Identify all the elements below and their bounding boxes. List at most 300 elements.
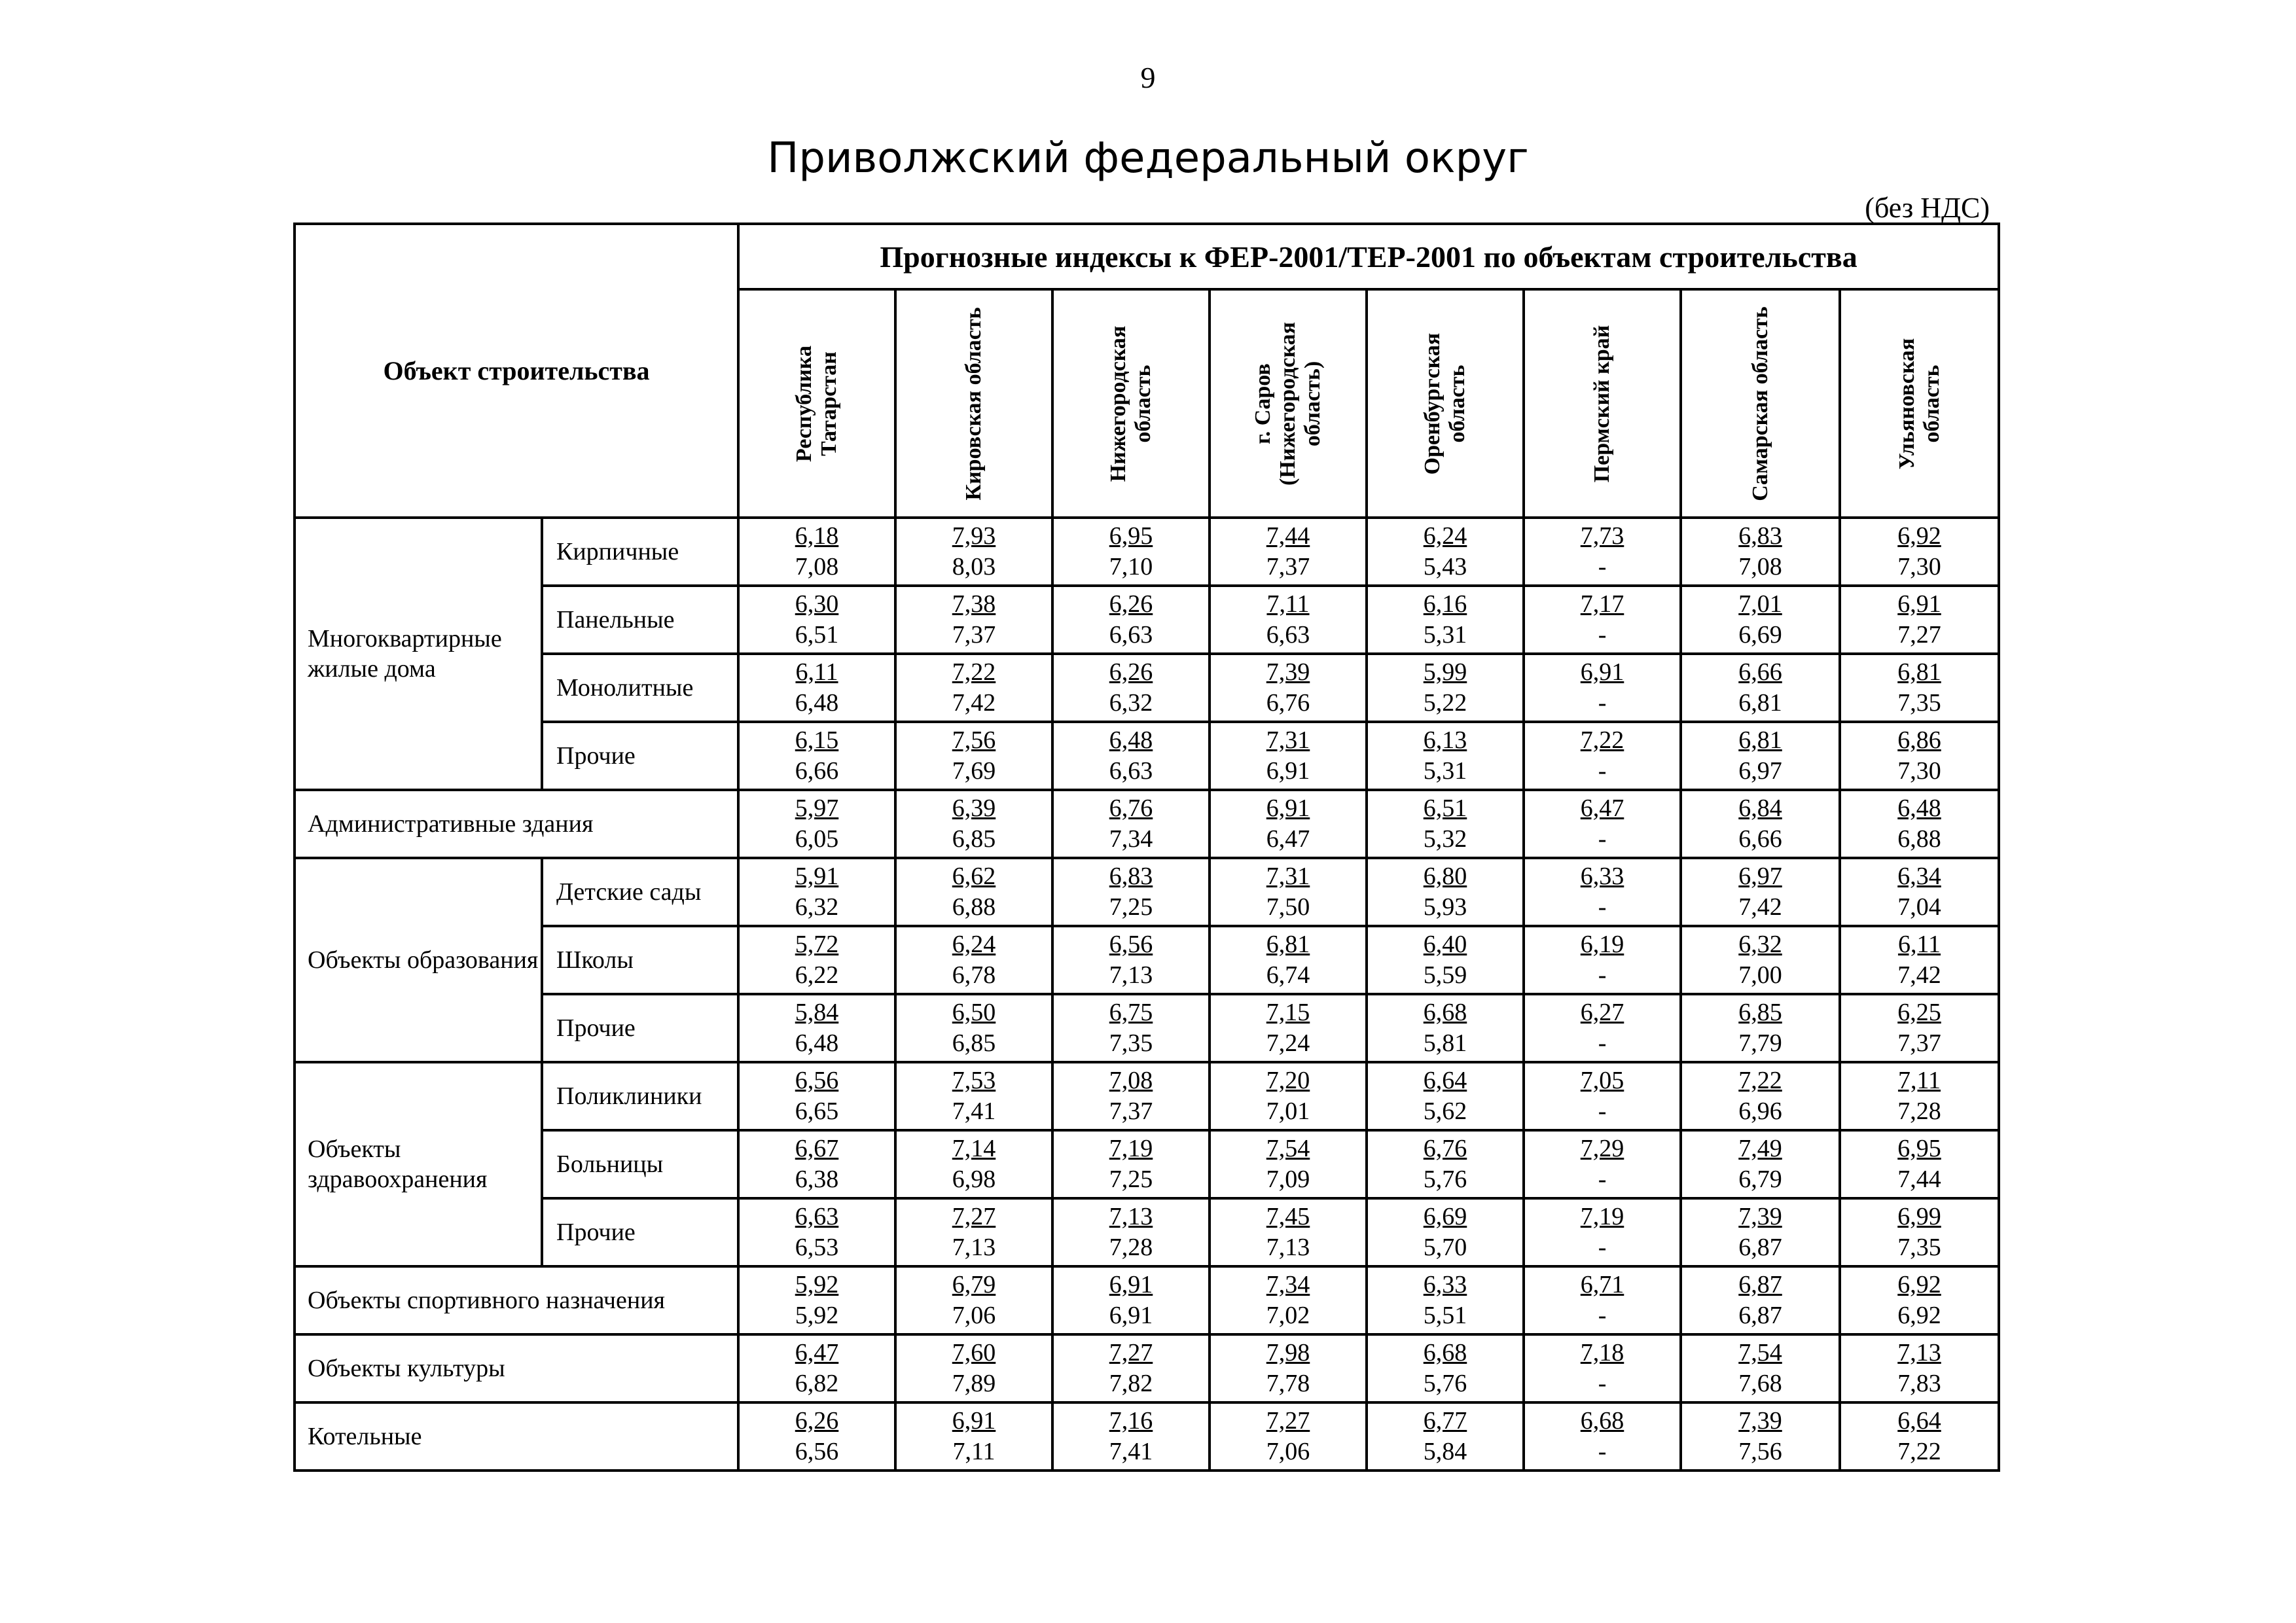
index-cell bbox=[895, 654, 1052, 722]
subcategory-label: Кирпичные bbox=[542, 518, 738, 586]
index-value-ter: 7,00 bbox=[1738, 961, 1782, 989]
index-value-fer: 6,76 bbox=[1423, 1134, 1467, 1162]
index-value-fer: 7,11 bbox=[1266, 590, 1310, 618]
index-cell bbox=[895, 790, 1052, 858]
index-cell bbox=[1524, 1334, 1681, 1402]
index-cell bbox=[1210, 586, 1367, 654]
index-value-fer: 6,92 bbox=[1897, 1270, 1941, 1298]
index-value-fer: 6,80 bbox=[1423, 862, 1467, 890]
index-cell bbox=[895, 518, 1052, 586]
index-value-ter: - bbox=[1598, 893, 1607, 921]
subcategory-label: Больницы bbox=[542, 1130, 738, 1198]
index-value-ter: 7,35 bbox=[1109, 1029, 1153, 1057]
index-value-fer: 6,56 bbox=[795, 1066, 839, 1094]
index-cell bbox=[1367, 994, 1524, 1062]
index-cell bbox=[895, 586, 1052, 654]
index-value-fer: 6,27 bbox=[1580, 998, 1624, 1026]
index-value-ter: 6,88 bbox=[952, 893, 996, 921]
table-row bbox=[295, 586, 1999, 654]
index-cell bbox=[1367, 858, 1524, 926]
index-value-ter: 7,50 bbox=[1266, 893, 1310, 921]
index-cell bbox=[1052, 1198, 1210, 1266]
index-cell bbox=[895, 994, 1052, 1062]
index-value-fer: 7,29 bbox=[1580, 1134, 1624, 1162]
index-value-ter: 6,92 bbox=[1897, 1302, 1941, 1329]
index-value-ter: 7,25 bbox=[1109, 1166, 1153, 1193]
index-cell bbox=[1681, 1062, 1840, 1130]
index-cell bbox=[1840, 1334, 1999, 1402]
index-cell bbox=[738, 858, 895, 926]
index-cell bbox=[1210, 1130, 1367, 1198]
index-cell bbox=[1524, 858, 1681, 926]
index-value-ter: 7,37 bbox=[1109, 1097, 1153, 1125]
table-row bbox=[295, 654, 1999, 722]
index-value-fer: 6,24 bbox=[1423, 522, 1467, 550]
table-row bbox=[295, 994, 1999, 1062]
index-value-ter: 6,81 bbox=[1738, 689, 1782, 717]
region-label: Кировская область bbox=[961, 306, 986, 501]
index-value-fer: 7,13 bbox=[1897, 1338, 1941, 1366]
index-value-ter: 7,08 bbox=[795, 553, 839, 580]
index-value-fer: 6,81 bbox=[1738, 726, 1782, 754]
index-cell bbox=[1524, 1130, 1681, 1198]
index-value-fer: 7,54 bbox=[1266, 1134, 1310, 1162]
category-label: Административные здания bbox=[295, 790, 738, 858]
index-value-fer: 6,95 bbox=[1109, 522, 1153, 550]
index-cell bbox=[1052, 790, 1210, 858]
index-value-fer: 6,13 bbox=[1423, 726, 1467, 754]
index-cell bbox=[1052, 1334, 1210, 1402]
index-value-fer: 6,97 bbox=[1738, 862, 1782, 890]
index-cell bbox=[1681, 1402, 1840, 1471]
category-label: Объекты здравоохранения bbox=[295, 1062, 542, 1266]
index-value-fer: 7,17 bbox=[1580, 590, 1624, 618]
subcategory-label: Поликлиники bbox=[542, 1062, 738, 1130]
index-value-ter: 6,88 bbox=[1897, 825, 1941, 853]
index-value-fer: 6,91 bbox=[1266, 794, 1310, 822]
index-cell bbox=[1840, 994, 1999, 1062]
index-value-ter: 7,06 bbox=[1266, 1438, 1310, 1465]
index-value-ter: 7,13 bbox=[1109, 961, 1153, 989]
index-cell bbox=[1681, 858, 1840, 926]
index-value-fer: 7,34 bbox=[1266, 1270, 1310, 1298]
index-value-ter: 7,11 bbox=[952, 1438, 996, 1465]
index-value-ter: - bbox=[1598, 1166, 1607, 1193]
index-value-ter: 7,37 bbox=[1266, 553, 1310, 580]
index-value-ter: 7,42 bbox=[952, 689, 996, 717]
index-value-fer: 6,71 bbox=[1580, 1270, 1624, 1298]
index-value-fer: 7,56 bbox=[952, 726, 996, 754]
index-cell bbox=[1367, 1198, 1524, 1266]
index-value-fer: 7,27 bbox=[1266, 1406, 1310, 1435]
index-cell bbox=[1052, 1130, 1210, 1198]
index-value-ter: 6,97 bbox=[1738, 757, 1782, 785]
index-cell bbox=[895, 722, 1052, 790]
index-value-ter: - bbox=[1598, 961, 1607, 989]
index-value-ter: 7,04 bbox=[1897, 893, 1941, 921]
index-value-fer: 6,68 bbox=[1423, 998, 1467, 1026]
index-cell bbox=[1840, 586, 1999, 654]
table-row bbox=[295, 722, 1999, 790]
index-cell bbox=[1840, 858, 1999, 926]
index-value-ter: 5,81 bbox=[1423, 1029, 1467, 1057]
index-value-ter: 5,31 bbox=[1423, 757, 1467, 785]
region-label: Республика Татарстан bbox=[791, 345, 842, 462]
index-value-ter: - bbox=[1598, 1234, 1607, 1261]
index-value-fer: 7,38 bbox=[952, 590, 996, 618]
index-value-ter: 6,47 bbox=[1266, 825, 1310, 853]
index-cell bbox=[1524, 722, 1681, 790]
subcategory-label: Прочие bbox=[542, 722, 738, 790]
index-value-fer: 6,83 bbox=[1109, 862, 1153, 890]
subcategory-label: Детские сады bbox=[542, 858, 738, 926]
index-cell bbox=[1524, 654, 1681, 722]
index-value-ter: 6,63 bbox=[1109, 757, 1153, 785]
index-value-ter: 7,69 bbox=[952, 757, 996, 785]
index-value-ter: 7,83 bbox=[1897, 1370, 1941, 1397]
subcategory-label: Панельные bbox=[542, 586, 738, 654]
index-value-ter: 5,76 bbox=[1423, 1166, 1467, 1193]
index-cell bbox=[1524, 1198, 1681, 1266]
index-value-fer: 6,34 bbox=[1897, 862, 1941, 890]
index-value-fer: 5,72 bbox=[795, 930, 839, 958]
index-value-ter: 6,05 bbox=[795, 825, 839, 853]
index-value-ter: 7,09 bbox=[1266, 1166, 1310, 1193]
index-value-ter: - bbox=[1598, 1370, 1607, 1397]
index-value-ter: 5,51 bbox=[1423, 1302, 1467, 1329]
index-value-fer: 7,27 bbox=[1109, 1338, 1153, 1366]
forecast-index-table bbox=[293, 223, 2000, 1472]
index-value-fer: 6,79 bbox=[952, 1270, 996, 1298]
index-value-fer: 6,26 bbox=[1109, 658, 1153, 686]
index-cell bbox=[1367, 1266, 1524, 1334]
table-body bbox=[295, 518, 1999, 1471]
index-value-fer: 6,39 bbox=[952, 794, 996, 822]
index-value-fer: 6,69 bbox=[1423, 1202, 1467, 1230]
index-value-ter: 7,30 bbox=[1897, 553, 1941, 580]
index-cell bbox=[1210, 518, 1367, 586]
index-value-ter: 5,59 bbox=[1423, 961, 1467, 989]
index-cell bbox=[1052, 518, 1210, 586]
index-cell bbox=[1052, 994, 1210, 1062]
index-cell bbox=[895, 1266, 1052, 1334]
index-value-fer: 7,19 bbox=[1580, 1202, 1624, 1230]
index-cell bbox=[1524, 1062, 1681, 1130]
index-value-fer: 6,11 bbox=[1897, 930, 1941, 958]
index-cell bbox=[738, 1130, 895, 1198]
index-cell bbox=[738, 926, 895, 994]
index-value-fer: 7,22 bbox=[952, 658, 996, 686]
index-value-ter: 7,22 bbox=[1897, 1438, 1941, 1465]
index-value-fer: 7,11 bbox=[1897, 1066, 1941, 1094]
table-row bbox=[295, 1198, 1999, 1266]
index-cell bbox=[738, 1198, 895, 1266]
index-value-ter: - bbox=[1598, 1029, 1607, 1057]
index-value-ter: 7,41 bbox=[1109, 1438, 1153, 1465]
index-value-fer: 6,91 bbox=[952, 1406, 996, 1435]
index-cell bbox=[1840, 1402, 1999, 1471]
index-value-fer: 7,05 bbox=[1580, 1066, 1624, 1094]
index-value-fer: 6,86 bbox=[1897, 726, 1941, 754]
index-cell bbox=[738, 1062, 895, 1130]
index-value-ter: 7,10 bbox=[1109, 553, 1153, 580]
index-cell bbox=[1840, 1266, 1999, 1334]
index-cell bbox=[1052, 1266, 1210, 1334]
index-value-fer: 6,81 bbox=[1897, 658, 1941, 686]
region-label: Пермский край bbox=[1589, 325, 1614, 482]
index-value-fer: 6,56 bbox=[1109, 930, 1153, 958]
index-value-ter: 7,37 bbox=[1897, 1029, 1941, 1057]
index-value-fer: 7,27 bbox=[952, 1202, 996, 1230]
index-value-ter: 5,70 bbox=[1423, 1234, 1467, 1261]
index-cell bbox=[1681, 1334, 1840, 1402]
index-value-ter: 7,01 bbox=[1266, 1097, 1310, 1125]
index-cell bbox=[1052, 722, 1210, 790]
index-cell bbox=[738, 586, 895, 654]
index-value-fer: 7,49 bbox=[1738, 1134, 1782, 1162]
index-value-fer: 6,32 bbox=[1738, 930, 1782, 958]
index-cell bbox=[895, 1130, 1052, 1198]
index-value-ter: 5,22 bbox=[1423, 689, 1467, 717]
index-cell bbox=[895, 858, 1052, 926]
index-value-ter: 6,91 bbox=[1109, 1302, 1153, 1329]
index-cell bbox=[1210, 1402, 1367, 1471]
index-cell bbox=[1524, 790, 1681, 858]
index-cell bbox=[1367, 1062, 1524, 1130]
index-value-ter: 7,41 bbox=[952, 1097, 996, 1125]
index-cell bbox=[1524, 1266, 1681, 1334]
index-cell bbox=[1210, 858, 1367, 926]
index-value-ter: 7,37 bbox=[952, 621, 996, 649]
vat-note: (без НДС) bbox=[1865, 192, 1990, 224]
index-value-ter: 6,56 bbox=[795, 1438, 839, 1465]
index-cell bbox=[1052, 926, 1210, 994]
index-value-ter: 6,48 bbox=[795, 689, 839, 717]
index-value-ter: - bbox=[1598, 621, 1607, 649]
table-row bbox=[295, 1402, 1999, 1471]
index-value-ter: 5,93 bbox=[1423, 893, 1467, 921]
index-value-ter: 6,32 bbox=[795, 893, 839, 921]
subcategory-label: Прочие bbox=[542, 994, 738, 1062]
index-cell bbox=[895, 1334, 1052, 1402]
index-value-ter: - bbox=[1598, 825, 1607, 853]
category-label: Котельные bbox=[295, 1402, 738, 1471]
index-value-fer: 7,53 bbox=[952, 1066, 996, 1094]
index-value-ter: 6,79 bbox=[1738, 1166, 1782, 1193]
index-value-ter: 7,44 bbox=[1897, 1166, 1941, 1193]
index-value-ter: 7,28 bbox=[1897, 1097, 1941, 1125]
index-cell bbox=[1524, 586, 1681, 654]
index-value-ter: 6,87 bbox=[1738, 1302, 1782, 1329]
index-value-fer: 7,39 bbox=[1738, 1202, 1782, 1230]
index-value-ter: 6,98 bbox=[952, 1166, 996, 1193]
index-value-fer: 6,81 bbox=[1266, 930, 1310, 958]
index-value-ter: 6,48 bbox=[795, 1029, 839, 1057]
index-value-fer: 7,16 bbox=[1109, 1406, 1153, 1435]
index-value-ter: 6,22 bbox=[795, 961, 839, 989]
index-value-ter: 7,68 bbox=[1738, 1370, 1782, 1397]
index-value-ter: 6,87 bbox=[1738, 1234, 1782, 1261]
index-value-ter: 6,66 bbox=[1738, 825, 1782, 853]
index-value-ter: 6,69 bbox=[1738, 621, 1782, 649]
index-value-fer: 6,25 bbox=[1897, 998, 1941, 1026]
index-value-ter: - bbox=[1598, 1302, 1607, 1329]
table-row bbox=[295, 790, 1999, 858]
index-cell bbox=[1210, 926, 1367, 994]
index-value-fer: 6,33 bbox=[1580, 862, 1624, 890]
index-value-ter: 6,38 bbox=[795, 1166, 839, 1193]
index-cell bbox=[895, 1062, 1052, 1130]
index-value-fer: 6,84 bbox=[1738, 794, 1782, 822]
index-value-fer: 7,01 bbox=[1738, 590, 1782, 618]
page-number: 9 bbox=[1140, 61, 1156, 94]
category-label: Объекты образования bbox=[295, 858, 542, 1062]
index-value-fer: 7,19 bbox=[1109, 1134, 1153, 1162]
index-cell bbox=[1840, 654, 1999, 722]
index-value-ter: 7,56 bbox=[1738, 1438, 1782, 1465]
index-value-ter: 7,35 bbox=[1897, 689, 1941, 717]
index-cell bbox=[1210, 722, 1367, 790]
index-cell bbox=[1367, 722, 1524, 790]
index-value-fer: 6,50 bbox=[952, 998, 996, 1026]
index-value-ter: - bbox=[1598, 1097, 1607, 1125]
index-cell bbox=[1840, 926, 1999, 994]
index-value-ter: 6,74 bbox=[1266, 961, 1310, 989]
index-value-ter: 6,65 bbox=[795, 1097, 839, 1125]
index-value-fer: 6,11 bbox=[795, 658, 838, 686]
index-cell bbox=[1681, 790, 1840, 858]
index-cell bbox=[738, 994, 895, 1062]
index-value-ter: 6,63 bbox=[1109, 621, 1153, 649]
table-row bbox=[295, 858, 1999, 926]
subcategory-label: Школы bbox=[542, 926, 738, 994]
index-value-ter: 7,08 bbox=[1738, 553, 1782, 580]
index-value-fer: 7,39 bbox=[1738, 1406, 1782, 1435]
table-row bbox=[295, 1334, 1999, 1402]
index-value-ter: 7,06 bbox=[952, 1302, 996, 1329]
index-cell bbox=[738, 518, 895, 586]
index-cell bbox=[738, 790, 895, 858]
header-object: Объект строительства bbox=[295, 224, 738, 518]
region-label: Самарская область bbox=[1748, 306, 1772, 501]
index-value-ter: 6,82 bbox=[795, 1370, 839, 1397]
index-value-fer: 5,99 bbox=[1423, 658, 1467, 686]
index-value-fer: 7,08 bbox=[1109, 1066, 1153, 1094]
index-value-ter: 7,13 bbox=[1266, 1234, 1310, 1261]
index-value-fer: 6,47 bbox=[1580, 794, 1624, 822]
index-value-fer: 7,22 bbox=[1738, 1066, 1782, 1094]
index-value-ter: 6,63 bbox=[1266, 621, 1310, 649]
index-value-fer: 6,26 bbox=[1109, 590, 1153, 618]
index-value-fer: 6,91 bbox=[1109, 1270, 1153, 1298]
index-cell bbox=[1524, 994, 1681, 1062]
index-value-ter: 7,24 bbox=[1266, 1029, 1310, 1057]
index-cell bbox=[1681, 586, 1840, 654]
index-cell bbox=[738, 722, 895, 790]
index-value-ter: 6,66 bbox=[795, 757, 839, 785]
index-value-ter: 6,96 bbox=[1738, 1097, 1782, 1125]
region-header bbox=[1524, 289, 1681, 518]
index-value-ter: 7,13 bbox=[952, 1234, 996, 1261]
region-header bbox=[1840, 289, 1999, 518]
header-group: Прогнозные индексы к ФЕР-2001/ТЕР-2001 по объектам строительства bbox=[738, 224, 1999, 289]
index-value-ter: 7,42 bbox=[1738, 893, 1782, 921]
index-value-fer: 6,91 bbox=[1580, 658, 1624, 686]
region-label: Нижегородская область bbox=[1105, 325, 1156, 482]
index-cell bbox=[1052, 1062, 1210, 1130]
index-value-fer: 7,98 bbox=[1266, 1338, 1310, 1366]
table-row bbox=[295, 518, 1999, 586]
index-cell bbox=[1840, 518, 1999, 586]
index-cell bbox=[895, 1402, 1052, 1471]
index-value-fer: 6,95 bbox=[1897, 1134, 1941, 1162]
subcategory-label: Прочие bbox=[542, 1198, 738, 1266]
index-value-fer: 6,48 bbox=[1897, 794, 1941, 822]
index-value-fer: 7,44 bbox=[1266, 522, 1310, 550]
index-cell bbox=[1840, 790, 1999, 858]
index-cell bbox=[1840, 1062, 1999, 1130]
index-cell bbox=[1210, 1334, 1367, 1402]
index-value-ter: 7,30 bbox=[1897, 757, 1941, 785]
index-value-fer: 5,84 bbox=[795, 998, 839, 1026]
region-header bbox=[1367, 289, 1524, 518]
index-cell bbox=[1524, 518, 1681, 586]
index-cell bbox=[1210, 994, 1367, 1062]
index-value-fer: 7,31 bbox=[1266, 862, 1310, 890]
index-cell bbox=[1367, 1130, 1524, 1198]
index-value-fer: 7,54 bbox=[1738, 1338, 1782, 1366]
region-label: Оренбургская область bbox=[1420, 332, 1470, 474]
index-value-fer: 7,39 bbox=[1266, 658, 1310, 686]
index-value-fer: 7,45 bbox=[1266, 1202, 1310, 1230]
index-value-fer: 6,26 bbox=[795, 1406, 839, 1435]
index-value-fer: 6,19 bbox=[1580, 930, 1624, 958]
index-value-ter: 7,35 bbox=[1897, 1234, 1941, 1261]
index-cell bbox=[895, 926, 1052, 994]
index-value-fer: 6,92 bbox=[1897, 522, 1941, 550]
index-cell bbox=[1210, 1198, 1367, 1266]
index-cell bbox=[1681, 722, 1840, 790]
index-value-fer: 6,66 bbox=[1738, 658, 1782, 686]
index-cell bbox=[1367, 654, 1524, 722]
index-cell bbox=[1524, 926, 1681, 994]
index-value-fer: 5,97 bbox=[795, 794, 839, 822]
index-value-ter: 6,85 bbox=[952, 1029, 996, 1057]
index-value-ter: 7,28 bbox=[1109, 1234, 1153, 1261]
page-title: Приволжский федеральный округ bbox=[767, 134, 1529, 183]
index-value-fer: 6,51 bbox=[1423, 794, 1467, 822]
category-label: Многоквартирные жилые дома bbox=[295, 518, 542, 790]
index-value-fer: 6,85 bbox=[1738, 998, 1782, 1026]
index-value-ter: 7,25 bbox=[1109, 893, 1153, 921]
region-label: г. Саров (Нижегородская область) bbox=[1250, 321, 1325, 486]
index-cell bbox=[1840, 1198, 1999, 1266]
index-value-ter: 7,79 bbox=[1738, 1029, 1782, 1057]
index-value-ter: 7,34 bbox=[1109, 825, 1153, 853]
index-cell bbox=[1367, 1402, 1524, 1471]
index-value-ter: 7,82 bbox=[1109, 1370, 1153, 1397]
region-header bbox=[895, 289, 1052, 518]
index-cell bbox=[1052, 1402, 1210, 1471]
index-value-fer: 7,18 bbox=[1580, 1338, 1624, 1366]
index-value-ter: 5,92 bbox=[795, 1302, 839, 1329]
index-cell bbox=[1367, 790, 1524, 858]
index-value-fer: 5,92 bbox=[795, 1270, 839, 1298]
index-cell bbox=[1210, 790, 1367, 858]
index-value-ter: - bbox=[1598, 553, 1607, 580]
category-label: Объекты спортивного назначения bbox=[295, 1266, 738, 1334]
index-value-fer: 6,75 bbox=[1109, 998, 1153, 1026]
